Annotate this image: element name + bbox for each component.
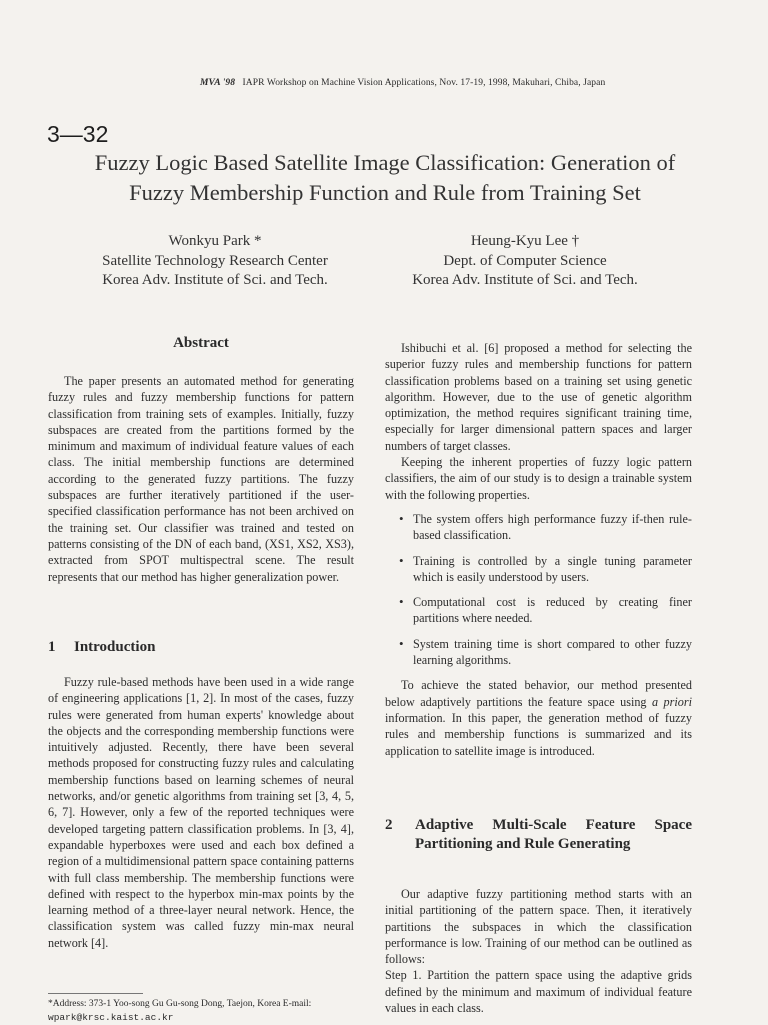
abstract-body [48, 373, 354, 585]
right-column-intro [385, 340, 692, 759]
author-affiliation: Dept. of Computer Science [443, 252, 607, 269]
paragraph-text: To achieve the stated behavior, our method presented below adaptively partitions the feature space using [385, 678, 692, 709]
author-institution: Korea Adv. Institute of Sci. and Tech. [412, 272, 638, 288]
author-affiliation: Satellite Technology Research Center [102, 252, 328, 269]
footnote [48, 997, 358, 1025]
section-number: 1 [48, 639, 56, 655]
paragraph: Ishibuchi et al. [6] proposed a method for selecting the superior fuzzy rules and membership functions for pattern classification problems based on a training set using genetic algorithm. However, due to the use of genetic algorithm optimization, the method requires significant training time, especially for larger dimensional pattern spaces and larger numbers of target classes. [385, 341, 692, 453]
footnote-text: *Address: 373-1 Yoo-song Gu Gu-song Dong, Taejon, Korea E-mail: [48, 999, 312, 1009]
section-2-heading [385, 816, 692, 854]
italic-phrase: a priori [652, 694, 692, 709]
section-1-text: Fuzzy rule-based methods have been used in a wide range of engineering applications [1, 2]. In most of the cases, fuzzy rules were generated from human experts' knowledge about the objects and the corresponding membership functions were intuitively adjusted. Recently, there have been several methods proposed for constructing fuzzy rules and calculating membership functions based on learning schemes of neural networks, and/or genetic algorithms from training set [3, 4, 5, 6, 7]. However, only a few of the reported techniques were developed targeting pattern classification problems. In [3, 4], expandable hyperboxes were used and each box defined a region of a multidimensional pattern space containing patterns with full class membership. The membership functions were defined with respect to the hyperbox min-max points by the learning method of a three-layer neural network. Hence, the classification system was called fuzzy min-max neural network [4]. [48, 675, 354, 950]
paper-number: 3—32 [47, 121, 109, 147]
author-name: Wonkyu Park * [168, 233, 262, 249]
list-item: • Computational cost is reduced by creating finer partitions where needed. [399, 594, 692, 627]
section-2-body [385, 886, 692, 1016]
title-line-2: Fuzzy Membership Function and Rule from Training Set [129, 180, 641, 205]
author-block-2 [370, 232, 680, 291]
section-title: Adaptive Multi-Scale Feature Space Partitioning and Rule Generating [415, 817, 692, 852]
step-1: Step 1. Partition the pattern space using the adaptive grids defined by the minimum and maximum of individual feature values in each class. [385, 968, 692, 1016]
paragraph-text: information. In this paper, the generation method of fuzzy rules and membership functions is summarized and its application to satellite image is introduced. [385, 710, 692, 758]
author-block-1 [60, 232, 370, 291]
conference-header [200, 78, 700, 88]
section-1-heading [48, 638, 155, 657]
footnote-divider [48, 993, 143, 994]
author-name: Heung-Kyu Lee † [470, 233, 580, 249]
footnote-email: wpark@krsc.kaist.ac.kr [48, 1012, 174, 1023]
abstract-heading: Abstract [173, 335, 229, 351]
paragraph [385, 677, 692, 758]
list-item: • Training is controlled by a single tuning parameter which is easily understood by users. [399, 553, 692, 586]
paragraph: Our adaptive fuzzy partitioning method starts with an initial partitioning of the pattern space. Then, it iteratively partitions the subspaces in which the classification performance is low. Training of our method can be outlined as follows: [385, 887, 692, 967]
conference-short: MVA '98 [200, 78, 236, 88]
title-line-1: Fuzzy Logic Based Satellite Image Classification: Generation of [94, 150, 676, 175]
properties-list [385, 511, 692, 668]
section-1-body [48, 674, 354, 951]
list-item: • System training time is short compared to other fuzzy learning algorithms. [399, 636, 692, 669]
abstract-text: The paper presents an automated method for generating fuzzy rules and fuzzy membership functions for pattern classification from training sets of examples. Initially, fuzzy subspaces are created from the partitions formed by the minimum and maximum of individual feature values of each class. The initial membership functions are determined according to the generated fuzzy partitions. The fuzzy subspaces are further iteratively partitioned if the user-specified classification performance has not been archived on the training set. Our classifier was trained and tested on patterns consisting of the DN of each band, (XS1, XS2, XS3), extracted from SPOT multispectral scene. The result represents that our method has higher generalization power. [48, 374, 354, 584]
conference-long: IAPR Workshop on Machine Vision Applications, Nov. 17-19, 1998, Makuhari, Chiba, Japan [242, 78, 606, 88]
list-item: • The system offers high performance fuzzy if-then rule-based classification. [399, 511, 692, 544]
section-title: Introduction [74, 639, 156, 655]
author-institution: Korea Adv. Institute of Sci. and Tech. [102, 272, 328, 288]
section-number: 2 [385, 817, 393, 833]
paragraph: Keeping the inherent properties of fuzzy logic pattern classifiers, the aim of our study is to design a trainable system with the following properties. [385, 455, 692, 502]
paper-title [40, 148, 730, 208]
